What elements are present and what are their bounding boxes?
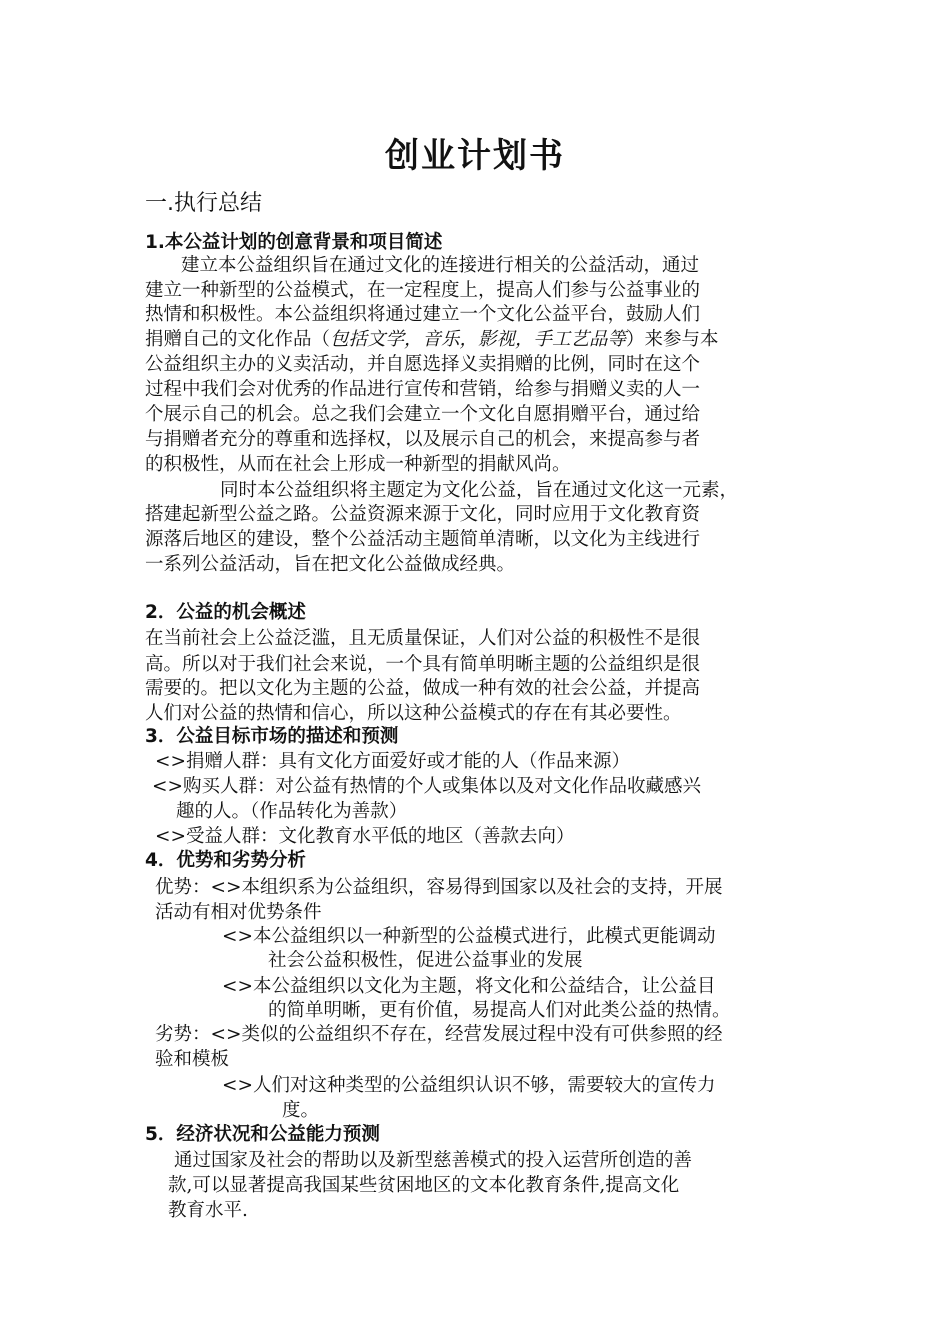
- paragraph-line: [145, 325, 719, 351]
- list-item-continuation: 的简单明晰，更有价值，易提高人们对此类公益的热情。: [268, 1000, 731, 1021]
- paragraph-text: ）来参与本: [626, 329, 719, 350]
- list-item-continuation: 社会公益积极性，促进公益事业的发展: [268, 950, 583, 971]
- list-item: <>购买人群：对公益有热情的个人或集体以及对文化作品收藏感兴: [152, 776, 702, 797]
- paragraph-line: 劣势：<>类似的公益组织不存在，经营发展过程中没有可供参照的经: [155, 1024, 723, 1045]
- paragraph-line: 人们对公益的热情和信心，所以这种公益模式的存在有其必要性。: [145, 703, 682, 724]
- paragraph-line: 搭建起新型公益之路。公益资源来源于文化，同时应用于文化教育资: [145, 504, 701, 525]
- paragraph-line: 建立一种新型的公益模式，在一定程度上，提高人们参与公益事业的: [145, 280, 701, 301]
- paragraph-text: 捐赠自己的文化作品（: [145, 329, 331, 350]
- paragraph-line: 的积极性，从而在社会上形成一种新型的捐献风尚。: [145, 454, 571, 475]
- list-item-continuation: 度。: [282, 1100, 320, 1121]
- paragraph-line: 与捐赠者充分的尊重和选择权，以及展示自己的机会，来提高参与者: [145, 429, 701, 450]
- paragraph-line: 公益组织主办的义卖活动，并自愿选择义卖捐赠的比例，同时在这个: [145, 354, 701, 375]
- document-title: 创业计划书: [385, 136, 565, 176]
- paragraph-line: 高。所以对于我们社会来说，一个具有简单明晰主题的公益组织是很: [145, 654, 701, 675]
- list-item-continuation: 趣的人。（作品转化为善款）: [176, 801, 408, 822]
- subsection-heading-5: 5．经济状况和公益能力预测: [145, 1124, 380, 1145]
- list-item: <>人们对这种类型的公益组织认识不够，需要较大的宣传力: [222, 1075, 716, 1096]
- subsection-heading-3: 3．公益目标市场的描述和预测: [145, 726, 399, 747]
- paragraph-line: 需要的。把以文化为主题的公益，做成一种有效的社会公益，并提高: [145, 678, 701, 699]
- paragraph-line: 过程中我们会对优秀的作品进行宣传和营销，给参与捐赠义卖的人一: [145, 379, 701, 400]
- paragraph-line: 教育水平.: [168, 1200, 248, 1221]
- paragraph-line: 款,可以显著提高我国某些贫困地区的文本化教育条件,提高文化: [168, 1175, 680, 1196]
- subsection-heading-4: 4．优势和劣势分析: [145, 850, 306, 871]
- paragraph-line: 热情和积极性。本公益组织将通过建立一个文化公益平台，鼓励人们: [145, 304, 701, 325]
- list-item: <>捐赠人群：具有文化方面爱好或才能的人（作品来源）: [155, 751, 631, 772]
- paragraph-line: 同时本公益组织将主题定为文化公益，旨在通过文化这一元素，: [220, 480, 739, 501]
- paragraph-line: 源落后地区的建设，整个公益活动主题简单清晰，以文化为主线进行: [145, 529, 701, 550]
- paragraph-line: 在当前社会上公益泛滥，且无质量保证，人们对公益的积极性不是很: [145, 628, 701, 649]
- subsection-heading-2: 2．公益的机会概述: [145, 602, 306, 623]
- paragraph-line: 活动有相对优势条件: [155, 902, 322, 923]
- list-item: <>本公益组织以一种新型的公益模式进行，此模式更能调动: [222, 926, 716, 947]
- paragraph-line: 个展示自己的机会。总之我们会建立一个文化自愿捐赠平台，通过给: [145, 404, 701, 425]
- paragraph-line: 通过国家及社会的帮助以及新型慈善模式的投入运营所创造的善: [174, 1150, 693, 1171]
- list-item: <>本公益组织以文化为主题，将文化和公益结合，让公益目: [222, 976, 716, 997]
- paragraph-line: 一系列公益活动，旨在把文化公益做成经典。: [145, 554, 516, 575]
- paragraph-line: 优势：<>本组织系为公益组织，容易得到国家以及社会的支持，开展: [155, 877, 723, 898]
- paragraph-line: 建立本公益组织旨在通过文化的连接进行相关的公益活动，通过: [181, 255, 700, 276]
- section-heading-executive-summary: 一.执行总结: [145, 191, 262, 216]
- list-item: <>受益人群：文化教育水平低的地区（善款去向）: [155, 826, 575, 847]
- subsection-heading-1: 1.本公益计划的创意背景和项目简述: [145, 232, 443, 253]
- italic-examples: 包括文学，音乐，影视，手工艺品等: [330, 329, 627, 350]
- paragraph-line: 验和模板: [155, 1049, 230, 1070]
